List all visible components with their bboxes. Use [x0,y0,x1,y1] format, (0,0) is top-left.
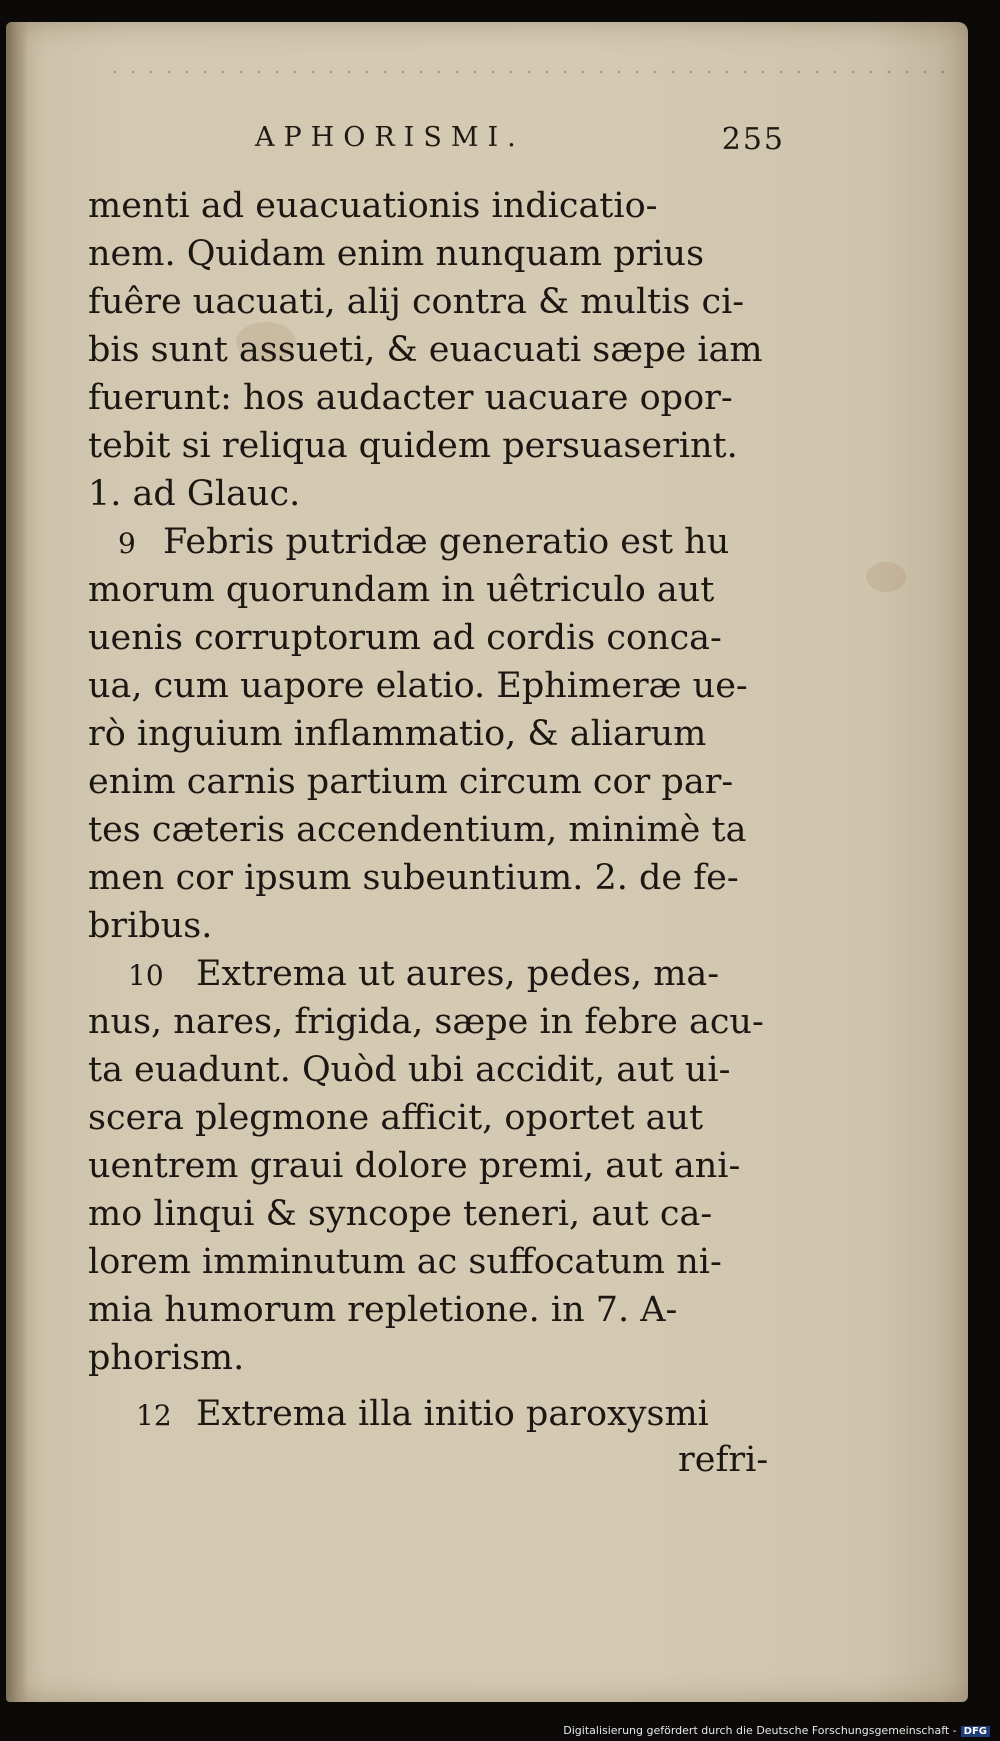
text-line: men cor ipsum subeuntium. 2. de fe- [88,858,739,898]
text-line: lorem imminutum ac suffocatum ni- [88,1242,722,1282]
text-line: Extrema ut aures, pedes, ma- [196,954,720,994]
paper-stain [866,562,906,592]
text-line: Febris putridæ generatio est hu [163,522,730,562]
text-line: bis sunt assueti, & euacuati sæpe iam [88,330,763,370]
aphorism-number: 10 [128,959,164,992]
text-line: rò inguium inflammatio, & aliarum [88,714,707,754]
text-line: nem. Quidam enim nunquam prius [88,234,705,274]
text-line: uenis corruptorum ad cordis conca- [88,618,722,658]
text-line: scera plegmone afficit, oportet aut [88,1098,704,1138]
text-line: enim carnis partium circum cor par- [88,762,734,802]
text-line: phorism. [88,1338,245,1378]
text-line: 1. ad Glauc. [88,474,301,514]
dotted-rule [106,70,946,74]
text-line: mia humorum repletione. in 7. A- [88,1290,678,1330]
aphorism-10-first-line [128,952,719,996]
page-number: 255 [721,122,785,157]
aphorism-12-first-line [136,1392,709,1436]
text-line: uentrem graui dolore premi, aut ani- [88,1146,741,1186]
text-line: morum quorundam in uêtriculo aut [88,570,715,610]
catchword: refri- [678,1440,769,1480]
text-line: tes cæteris accendentium, minimè ta [88,810,747,850]
digitization-credit [563,1724,990,1737]
text-line: ua, cum uapore elatio. Ephimeræ ue- [88,666,748,706]
text-line: menti ad euacuationis indicatio- [88,186,658,226]
text-line: ta euadunt. Quòd ubi accidit, aut ui- [88,1050,731,1090]
aphorism-9-first-line [118,520,729,564]
running-title: APHORISMI. [255,122,525,153]
credit-text: Digitalisierung gefördert durch die Deutsche Forschungsgemeinschaft - [563,1724,957,1737]
text-line: Extrema illa initio paroxysmi [196,1394,709,1434]
text-line: mo linqui & syncope teneri, aut ca- [88,1194,713,1234]
text-line: fuêre uacuati, alij contra & multis ci- [88,282,745,322]
text-line: tebit si reliqua quidem persuaserint. [88,426,738,466]
running-header [255,122,785,166]
aphorism-number: 9 [118,527,136,560]
aphorism-number: 12 [136,1399,172,1432]
dfg-logo: DFG [961,1726,990,1737]
text-line: bribus. [88,906,213,946]
text-line: fuerunt: hos audacter uacuare opor- [88,378,733,418]
text-line: nus, nares, frigida, sæpe in febre acu- [88,1002,764,1042]
